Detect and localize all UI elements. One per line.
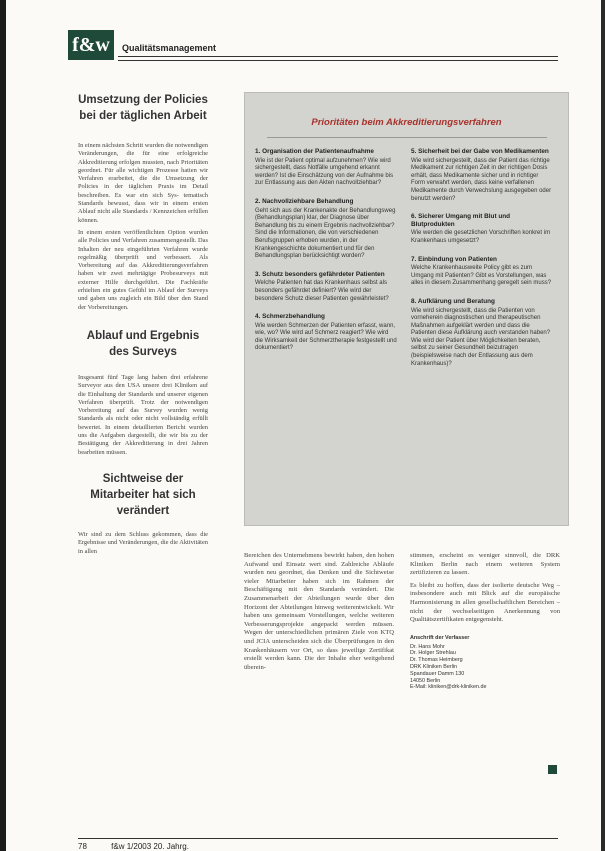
box-item-text: Welche Krankenhausweite Policy gibt es zum Umgang mit Patienten? Gibt es Vorstellungen, was alles in diesem Zusammenhang geregelt sein muss?	[411, 265, 552, 287]
address-label: Anschrift der Verfasser	[410, 634, 470, 641]
box-item-heading: 8. Aufklärung und Beratung	[411, 297, 495, 305]
address-line: 14050 Berlin	[410, 677, 441, 684]
box-item-heading: 6. Sicherer Umgang mit Blut und Blutprodukten	[411, 213, 511, 228]
box-column-left	[255, 148, 397, 363]
address-line: E-Mail: kliniken@drk-kliniken.de	[410, 684, 487, 691]
page-footer	[78, 842, 211, 851]
priorities-box	[244, 92, 569, 526]
box-item	[411, 256, 553, 288]
left-column	[78, 92, 208, 556]
header-rule-double	[118, 60, 558, 61]
box-item	[255, 148, 397, 188]
address-line: DRK Kliniken Berlin	[410, 663, 458, 670]
header-rule	[118, 56, 558, 57]
box-item-heading: 1. Organisation der Patientenaufnahme	[255, 148, 374, 155]
address-line: Dr. Thomas Heimberg	[410, 657, 463, 664]
paragraph: Es bleibt zu hoffen, dass der isolierte deutsche Weg – insbesondere auch mit Blick auf die europäische Harmonisierung in allen gesellschaftlichen Bereichen – nicht der wechselseitigen Anerkennung von Qualitätszertifikaten entgegensteht.	[410, 581, 560, 624]
box-item	[255, 271, 397, 303]
box-item	[255, 198, 397, 261]
paragraph: stimmen, erscheint es weniger sinnvoll, die DRK Kliniken Berlin nach einem weiteren System zertifizieren zu lassen.	[410, 552, 560, 577]
paragraph: Bereichen des Unternehmens bewirkt haben, den hohen Aufwand und Einsatz wert sind. Zahlreiche Abläufe wurden neu geordnet, das Denken und die Sichtweise vieler Mitarbeiter haben sich im Rahmen der Beschäftigung mit den Standards verändert. Die Zusammenarbeit der Abteilungen wurde über den Horizont der Abteilungen hinweg weiterentwickelt. Wir haben uns gemeinsam Vorstellungen, welche weiteren Verbesserungsprojekte angepackt werden müssen. Wegen der unterschiedlichen primären Ziele von KTQ und JCIA unterscheiden sich die Überprüfungen in den Krankenhäusern vor Ort, so dass jeweilige Zertifikat erstellt werden kann. Die der Inhalte eher weitgehend überein-	[244, 552, 394, 671]
box-item-heading: 3. Schutz besonders gefährdeter Patienten	[255, 270, 385, 278]
paragraph: Wir sind zu dem Schluss gekommen, dass die Ergebnisse und Veränderungen, die die Aktivitäten in allen	[78, 530, 208, 555]
page-number: 78	[78, 842, 87, 851]
box-item-text: Wie wird sichergestellt, dass der Patient das richtige Medikament zur richtigen Zeit in der richtigen Dosis erhält, dass Medikamente sicher und in richtiger Form verwahrt werden, dass keine verfallenen Medikamente durch Verwechslung ausgegeben oder benutzt werden?	[411, 157, 552, 202]
box-item-text: Wie wird sichergestellt, dass die Patienten von vorneherein diagnostischen und therapeutischen Maßnahmen aufgeklärt werden und dass die Patienten diese Aufklärung auch verstanden haben? Wie wird der Patient über Möglichkeiten beraten, selbst zu seiner Gesundheit beizutragen (beispielsweise nach der Entlassung aus dem Krankenhaus)?	[411, 307, 551, 367]
right-column	[410, 552, 560, 691]
box-item-text: Welche Patienten hat das Krankenhaus selbst als besonders gefährdet definiert? Wie wird der besondere Schutz dieser Patienten gewährleistet?	[255, 280, 389, 302]
box-column-right	[411, 148, 553, 378]
address-line: Dr. Holger Strehlau	[410, 650, 456, 657]
journal-issue: f&w 1/2003 20. Jahrg.	[111, 842, 189, 851]
box-rule	[267, 137, 547, 138]
paragraph: In einem nächsten Schritt wurden die notwendigen Veränderungen, die für eine erfolgreiche Akkreditierung erfolgen mussten, nach Prioritäten geordnet. Für alle wichtigen Prozesse hatten wir Verfahren erarbeitet, die die Umsetzung der Policies in der täglichen Praxis im Detail beschreiben. Es war ein sich Sys- tematisch Standards bewusst, dass wir in einem ersten Ablauf nicht alle Standards / Kennzeichen erfüllen können.	[78, 142, 208, 224]
scan-edge-left	[0, 0, 6, 851]
address-line: Dr. Hans Mohr	[410, 643, 445, 650]
box-item	[255, 313, 397, 353]
middle-column	[244, 552, 394, 672]
heading-staff-view: Sichtweise der Mitarbeiter hat sich verändert	[90, 472, 196, 517]
heading-policies: Umsetzung der Policies bei der täglichen Arbeit	[78, 94, 208, 122]
box-title: Prioritäten beim Akkreditierungsverfahren	[311, 117, 502, 128]
box-item	[411, 213, 553, 245]
address-line: Spandauer Damm 130	[410, 670, 465, 677]
box-item-heading: 4. Schmerzbehandlung	[255, 313, 325, 321]
author-address	[410, 635, 560, 691]
box-item-heading: 2. Nachvollziehbare Behandlung	[255, 197, 354, 205]
box-item	[411, 298, 553, 368]
end-of-article-mark	[548, 765, 557, 774]
box-item-heading: 5. Sicherheit bei der Gabe von Medikamenten	[411, 148, 549, 155]
box-item	[411, 148, 553, 203]
box-item-text: Wie ist der Patient optimal aufzunehmen? Wie wird sichergestellt, dass Notfälle umgehend erkannt werden? Ist die Einschätzung von der Aufnahme bis zur Entlassung aus den Akten nachvollziehbar?	[255, 157, 394, 187]
paragraph: Insgesamt fünf Tage lang haben drei erfahrene Surveyor aus den USA unsere drei Kliniken auf die Einhaltung der Standards und unserer eigenen Verfahren überprüft. Trotz der notwendigen Vorbereitung auf das Survey wurden wenig Standards als nicht oder nicht vollständig erfüllt bewertet. In einem detaillierten Bericht wurden uns die Aufgaben dargestellt, die wir bis zu der Bestätigung der Akkreditierung in drei Jahren bearbeiten müssen.	[78, 373, 208, 456]
box-item-text: Wie werden Schmerzen der Patienten erfasst, wann, wie, wo? Wie wird auf Schmerz reagiert? Wie wird die Wirksamkeit der Schmerztherapie festgestellt und dokumentiert?	[255, 322, 397, 352]
paragraph: In einem ersten veröffentlichten Option wurden alle Policies und Verfahren zusammengestellt. Das Inhalten der neu eingeführten Verfahren wurde regelmäßig überprüft und verbessert. Als Vorbereitung auf das Akkreditierungsverfahren haben wir zwei mehrtägige Probesurveys mit externer Hilfe durchgeführt. Die Fachkräfte erhielten ein gutes Gefühl im Ablauf der Surveys und gaben uns zugleich ein Bild über den Stand der Vorbereitungen.	[78, 228, 208, 311]
box-item-text: Geht sich aus der Krankenakte der Behandlungsweg (Behandlungsplan) klar, der Diagnose über Behandlung bis zu einem Ergebnis nachvollziehbar? Sind die Informationen, die von verschiedenen Berufsgruppen erhoben wurden, in der Krankengeschichte dokumentiert und für den Behandlungsplan berücksichtigt worden?	[255, 207, 396, 260]
scan-edge-right	[601, 0, 605, 851]
footer-rule	[78, 838, 558, 839]
heading-survey: Ablauf und Ergebnis des Surveys	[86, 329, 200, 358]
section-title: Qualitätsmanagement	[122, 43, 217, 53]
box-item-text: Wie werden die gesetzlichen Vorschriften konkret im Krankenhaus umgesetzt?	[411, 230, 551, 244]
journal-logo: f&w	[68, 30, 114, 60]
box-item-heading: 7. Einbindung von Patienten	[411, 255, 497, 263]
